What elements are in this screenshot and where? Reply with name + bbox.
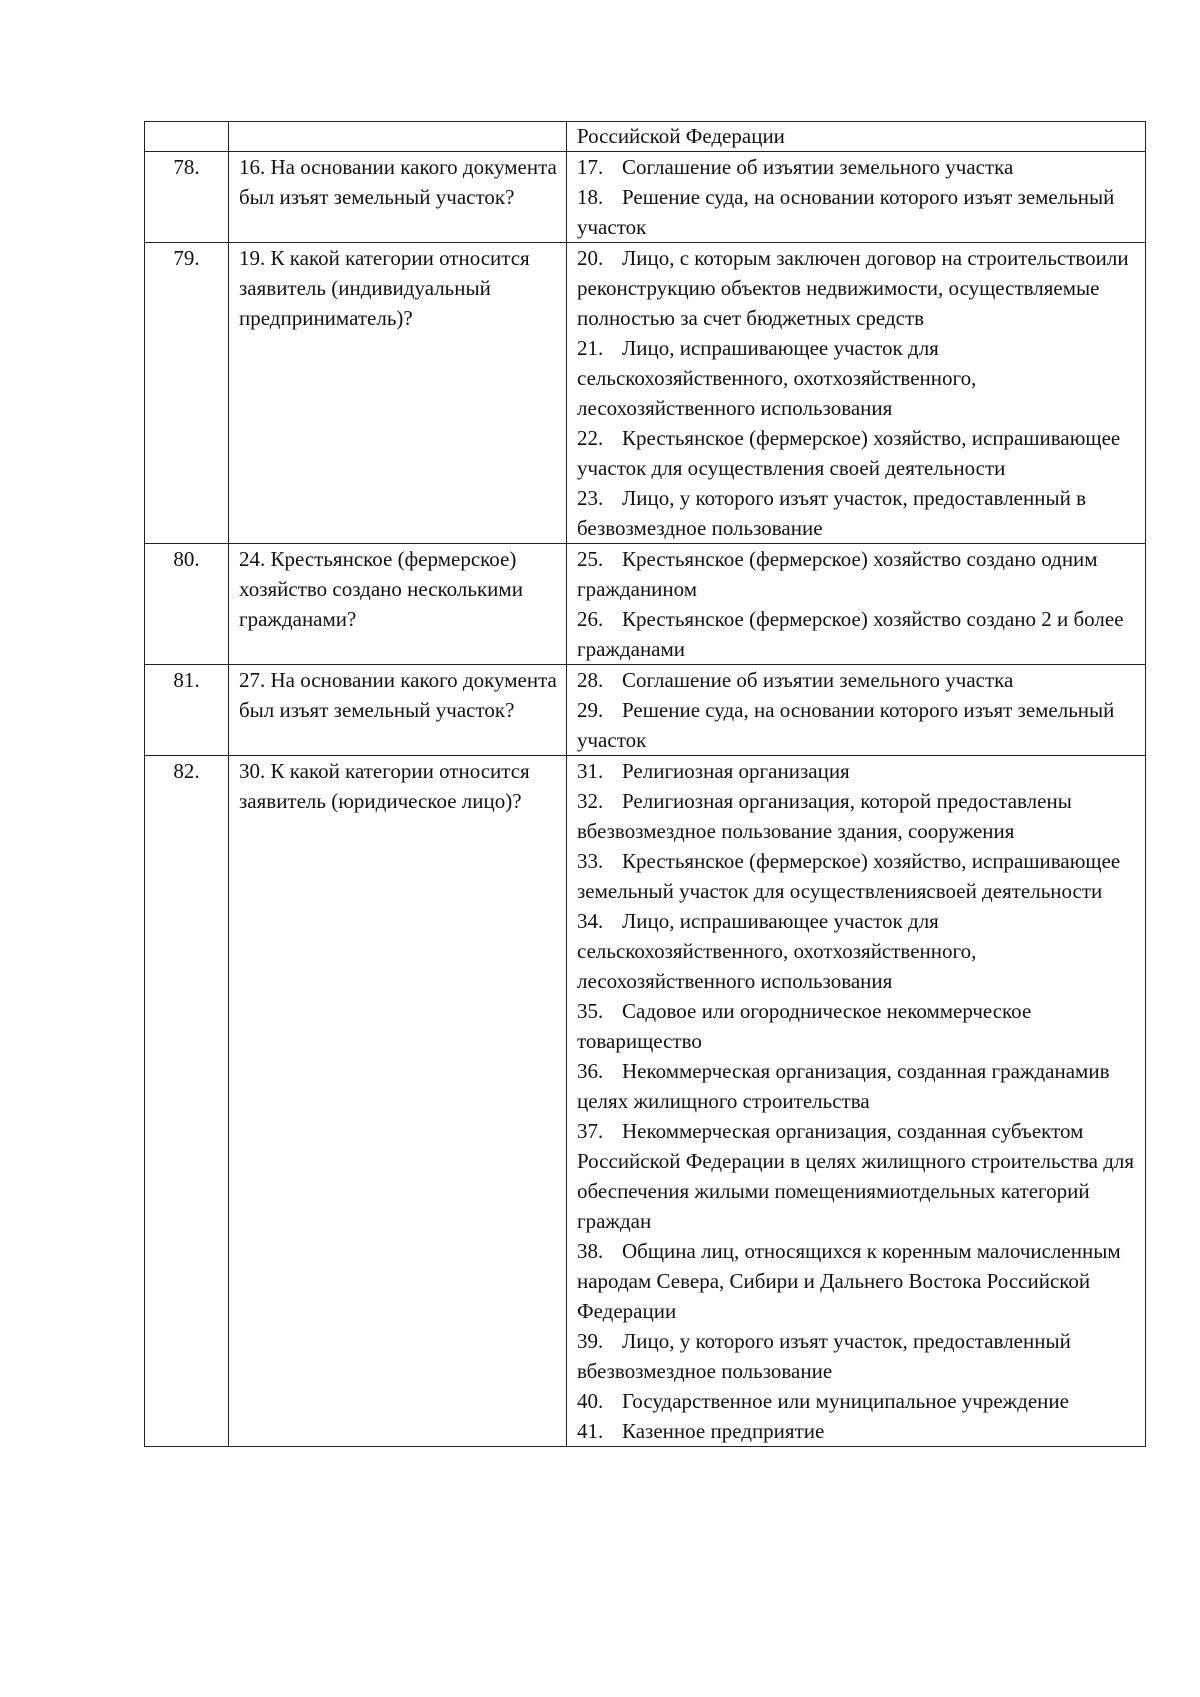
answer-option [577,1326,1137,1386]
answer-option [577,483,1137,543]
table-row [145,122,1146,152]
answer-option [577,1056,1137,1116]
answer-text: Крестьянское (фермерское) хозяйство создано одним гражданином [577,547,1098,601]
answer-option [577,1236,1137,1326]
answer-number: 25. [577,547,604,571]
answer-text: Российской Федерации [577,124,785,148]
answer-number: 36. [577,1059,604,1083]
answer-text: Некоммерческая организация, созданная гражданамив целях жилищного строительства [577,1059,1110,1113]
answers-cell [567,243,1146,544]
question-cell [229,152,567,243]
answer-number: 32. [577,789,604,813]
question-text: 24. Крестьянское (фермерское) хозяйство создано несколькими гражданами? [239,547,523,631]
answer-number: 37. [577,1119,604,1143]
row-number: 81. [145,665,229,756]
answer-text: Религиозная организация [622,759,850,783]
question-cell [229,243,567,544]
answer-text: Казенное предприятие [622,1419,825,1443]
question-cell [229,544,567,665]
answer-text: Государственное или муниципальное учреждение [622,1389,1069,1413]
question-cell [229,122,567,152]
answer-option [577,544,1137,604]
table-body [145,122,1146,1447]
answer-number: 41. [577,1419,604,1443]
answer-number: 40. [577,1389,604,1413]
answers-cell [567,152,1146,243]
answer-option [577,786,1137,846]
row-number: 78. [145,152,229,243]
answer-option [577,333,1137,423]
answer-text: Решение суда, на основании которого изъят земельный участок [577,698,1115,752]
answer-option [577,122,1137,151]
answer-option [577,906,1137,996]
question-text: 30. К какой категории относится заявитель (юридическое лицо)? [239,759,530,813]
question-text: 27. На основании какого документа был изъят земельный участок? [239,668,557,722]
answer-option [577,1116,1137,1236]
answer-text: Крестьянское (фермерское) хозяйство создано 2 и более гражданами [577,607,1124,661]
answer-text: Лицо, с которым заключен договор на строительствоили реконструкцию объектов недвижимости, осуществляемые полностью за счет бюджетных средств [577,246,1129,330]
answer-number: 17. [577,155,604,179]
answer-option [577,846,1137,906]
answer-text: Крестьянское (фермерское) хозяйство, испрашивающее участок для осуществления своей деятельности [577,426,1121,480]
row-number: 79. [145,243,229,544]
answer-option [577,152,1137,182]
answer-text: Крестьянское (фермерское) хозяйство, испрашивающее земельный участок для осуществлениясвоей деятельности [577,849,1121,903]
table-row [145,544,1146,665]
answer-number: 29. [577,698,604,722]
answer-option [577,1386,1137,1416]
answer-text: Лицо, испрашивающее участок для сельскохозяйственного, охотхозяйственного, лесохозяйственного использования [577,336,977,420]
table-row [145,756,1146,1447]
answer-number: 28. [577,668,604,692]
answer-text: Некоммерческая организация, созданная субъектом Российской Федерации в целях жилищного строительства для обеспечения жилыми помещениямиотдельных категорий граждан [577,1119,1135,1233]
answers-cell [567,756,1146,1447]
answer-number: 38. [577,1239,604,1263]
answer-text: Соглашение об изъятии земельного участка [622,155,1014,179]
answer-option [577,604,1137,664]
question-cell [229,665,567,756]
question-text: 16. На основании какого документа был изъят земельный участок? [239,155,557,209]
answer-text: Лицо, испрашивающее участок для сельскохозяйственного, охотхозяйственного, лесохозяйственного использования [577,909,977,993]
answer-text: Решение суда, на основании которого изъят земельный участок [577,185,1115,239]
answer-number: 26. [577,607,604,631]
answers-cell [567,122,1146,152]
answer-text: Община лиц, относящихся к коренным малочисленным народам Севера, Сибири и Дальнего Востока Российской Федерации [577,1239,1121,1323]
row-number: 82. [145,756,229,1447]
answer-number: 21. [577,336,604,360]
answer-option [577,182,1137,242]
row-number [145,122,229,152]
answer-option [577,1416,1137,1446]
table-row [145,243,1146,544]
answer-number: 35. [577,999,604,1023]
answer-text: Религиозная организация, которой предоставлены вбезвозмездное пользование здания, сооружения [577,789,1072,843]
answer-option [577,665,1137,695]
answer-option [577,423,1137,483]
answer-number: 39. [577,1329,604,1353]
answer-number: 20. [577,246,604,270]
answer-number: 18. [577,185,604,209]
answer-option [577,996,1137,1056]
answers-cell [567,665,1146,756]
answers-cell [567,544,1146,665]
table-row [145,665,1146,756]
table-row [145,152,1146,243]
answer-text: Садовое или огородническое некоммерческое товарищество [577,999,1032,1053]
question-text: 19. К какой категории относится заявитель (индивидуальный предприниматель)? [239,246,530,330]
answer-text: Лицо, у которого изъят участок, предоставленный в безвозмездное пользование [577,486,1086,540]
answer-option [577,695,1137,755]
answer-number: 22. [577,426,604,450]
question-table [144,121,1146,1447]
answer-number: 34. [577,909,604,933]
answer-number: 23. [577,486,604,510]
answer-number: 33. [577,849,604,873]
answer-option [577,756,1137,786]
answer-option [577,243,1137,333]
row-number: 80. [145,544,229,665]
answer-number: 31. [577,759,604,783]
answer-text: Соглашение об изъятии земельного участка [622,668,1014,692]
answer-text: Лицо, у которого изъят участок, предоставленный вбезвозмездное пользование [577,1329,1071,1383]
question-cell [229,756,567,1447]
